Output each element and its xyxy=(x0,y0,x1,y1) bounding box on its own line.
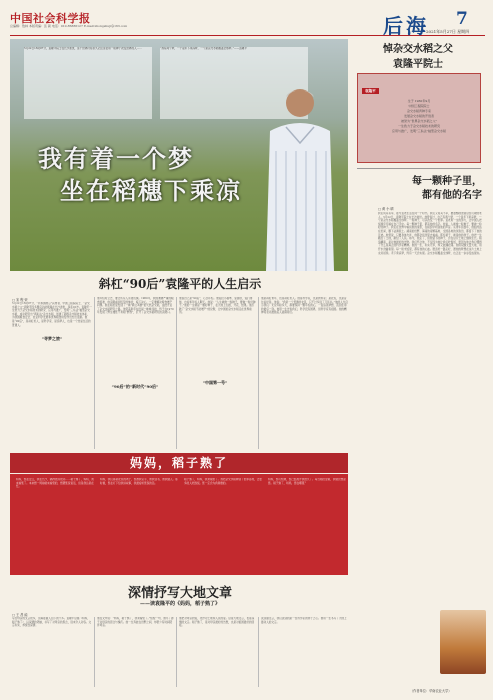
hero-caption-text-2: “我有两个梦，一个是禾下乘凉梦，一个是杂交水稻覆盖全球梦。”——袁隆平 xyxy=(160,47,308,119)
sidebar-story-title-line1: 每一颗种子里， xyxy=(412,176,482,187)
newspaper-name: 中国社会科学报 xyxy=(10,12,91,25)
page-number: 7 xyxy=(456,9,468,29)
profile-line: 被誉为“世界杂交水稻之父” xyxy=(400,119,438,123)
article-2-col-1: 写给母亲的文章很多，但真能催人泪下的不多。袁隆平这篇《妈妈，稻子熟了》，以深情的笔触，书写了对母亲的思念，读来令人动容。文章朴实，却饱含深情。 xyxy=(12,617,92,628)
sidebar-story-body: 我们何其有幸，能与袁老生活在同一个时代。我们又何其不幸，要遗憾地送别这位可敬的老人。5月22日，袁隆平院士在长沙逝世。他曾说过，自己有两个梦，一个是禾下乘凉梦，一个是杂交水稻覆盖全球梦。一粒种子，可以改变一个世界。袁老用一生的努力，让中国人把饭碗牢牢端在自己手中。每一颗种子里，都有他的名字。他说，人就像一粒种子，要做一粒好的种子。我们在田野中看到他的身影，在稻浪中听到他的声音。从青年到暮年，他始终站在田间，脚下沾满泥土。湖南的田野、海南的南繁基地、全国各地的试验田，都留下了他的足迹。他曾说，只要身体允许，他都会到田里去看看。那些稻子，就是他的孩子。他把一生献给了土地，献给了人民。如今，他走了，但他留下的种子，会在这片土地上继续生长。稻浪翻滚，是对他最好的告慰。我们怀念他，不仅因为他让我们吃饱饭，更因为他让我们懂得了什么是真正的科学家精神。他的一生，朴实无华，却又波澜壮阔。他用双脚丈量大地，用汗水浇灌希望。每一粒米饭里，都有他的心血。愿袁老一路走好，愿他的梦想在这片土地上永远延续。禾下乘凉梦，终有一天会实现。杂交水稻覆盖全球梦，也正在一步步变成现实。 xyxy=(378,212,482,255)
sidebar-story-title xyxy=(372,175,482,203)
article-2-red-panel xyxy=(10,474,348,575)
sidebar-story-author: □ 黄 小 晴 xyxy=(378,207,394,211)
article-1-col-4: 他是斜杠青年，也是斜杠老人。他是科学家，也是教育家；是农民，也是音乐爱好者。他说：“我是一个普通的农民，只不过多读了几年书。”他的人生启示我们：无论年龄多大，都要保持一颗年轻的心，一直追逐梦想，直到生命的最后一刻。他用一生告诉我们，科学没有国界，但科学家有祖国。他的精神将永远激励后人砥砺前行。 xyxy=(258,297,348,449)
hero-headline-line2: 坐在稻穗下乘凉 xyxy=(60,176,242,205)
article-1-subhead-3: “中国第一号” xyxy=(202,380,228,385)
profile-line: 生于 1930年9月 xyxy=(407,99,431,103)
wheat-illustration xyxy=(440,610,486,674)
profile-box xyxy=(357,73,481,163)
sidebar-title xyxy=(353,40,483,70)
article-2-subtitle: ——读袁隆平的《妈妈，稻子熟了》 xyxy=(139,601,220,607)
article-2-banner: 妈妈，稻子熟了 xyxy=(10,453,348,473)
article-2-col-3: 他把对母亲的爱，化作对土地和人民的爱。这是大地文章，也是深情的文章。稻子熟了，是对母亲最好的告慰，也是对祖国最好的回报。 xyxy=(176,617,256,687)
footer-note: （作者单位：华南农业大学） xyxy=(410,689,452,693)
article-2-author: □ 王 昌 能 xyxy=(12,613,28,617)
red-panel-col: 妈妈，我们都是农民的孩子，您教我认字，教我读书，教我做人。那时候，您在灯下给我讲故事，我最爱听您说的话。 xyxy=(100,478,178,485)
profile-label: 袁隆平 xyxy=(362,88,379,94)
hero-photo xyxy=(10,39,348,271)
article-1-subhead-1: “寻梦之旅” xyxy=(41,336,63,341)
issue-date: 2021年5月27日 星期四 xyxy=(426,29,470,34)
profile-line: 一生致力于杂交水稻技术的研究 xyxy=(397,124,440,128)
profile-line: 杂交水稻育种专家 xyxy=(406,109,431,113)
profile-line: 发展杂交水稻的开创者 xyxy=(403,114,434,118)
red-panel-col: 稻子熟了，妈妈，我来看您了。我把杂交水稻种到了世界各地，让更多的人吃饱饭。您一定会为我骄傲的。 xyxy=(184,478,262,485)
article-2-title: 深情抒写大地文章 xyxy=(127,586,232,601)
article-2-col-2: 他在文中说：“妈妈，稻子熟了，我来看您了。”短短一句，道尽了游子对母亲的思念与愧疚。他一生奔波在田野之间，却很少有时间陪伴母亲。 xyxy=(94,617,174,687)
profile-line: 中国工程院院士 xyxy=(408,104,430,108)
editor-info: 总编辑：敖林 本版责编：张 颖 电话：010-85886127 E-mail:zhongshuji@163.com xyxy=(10,24,128,28)
article-1-author: □ 宋 程 荣 xyxy=(12,298,28,302)
article-1-title: 斜杠“90后”袁隆平的人生启示 xyxy=(98,277,262,291)
sidebar-story-title-line2: 都有他的名字 xyxy=(422,190,482,201)
article-1-col-1: 5月22日13时07分，“共和国勋章”获得者、中国工程院院士、“杂交水稻之父”袁隆平因多器官功能衰竭在长沙逝世，享年91岁。袁隆平一生致力于杂交水稻技术的研究、应用与推广，发明“三系法”籼型杂交水稻，成功研究出“两系法”杂交水稻，创建了超级杂交稻技术体系，为我国粮食安全、农业科学发展和世界粮食供给作出杰出贡献。他是“90后”，是斜杠老人，是科学家、是追梦人，也是一个热爱生活的普通人。 xyxy=(12,302,92,327)
red-panel-col: 妈妈，您在安江，我在长沙，隔得很远很远……稻子熟了，妈妈，我来看您了。本来想一周前就来看您的，想跟您说说话，但是我总是在忙。 xyxy=(16,478,94,489)
hero-caption-text: 5月22日13时07分，袁隆平院士在长沙逝世，这个世界仍将永久记住这位用一粒种子改变世界的人…… xyxy=(24,47,152,119)
sidebar-title-line1: 悼杂交水稻之父 xyxy=(383,44,453,55)
hero-headline-line1: 我有着一个梦 xyxy=(38,144,194,173)
article-1-col-3: 他说自己是“90后”，心态年轻。他爱拉小提琴，爱游泳，爱打排球，也爱和年轻人聊天。他说：“人生就像一粒种子，要做一粒好种子。”他的一生就是一颗好种子，在大地上扎根，开花，结果。他打破了“杂交水稻不能增产”的论断，让中国的杂交水稻走在世界前列。 xyxy=(176,297,256,449)
divider xyxy=(357,168,481,169)
profile-line: 应用与推广，发明“三系法”籼型杂交水稻 xyxy=(391,129,447,133)
article-1-col-2: 他年轻时立志，要让所有人远离饥饿。1960年，我国遭遇严重的粮食困难，他亲眼看到饥荒的惨状，暗下决心，一定要解决粮食增产问题。他在稻田里发现了一株“鹤立鸡群”的天然杂交稻，由此开启了杂交水稻研究之路。他带着助手在田间一株株寻找，终于在1970年发现了野生雄性不育稻“野败”，打开了杂交水稻研究的突破口。 xyxy=(94,297,174,449)
section-name: 后海 xyxy=(383,14,429,38)
red-panel-col: 妈妈，您可知道，您已经离开我很久了。每当稻田金黄，我就会想起您。稻子熟了，妈妈，您在哪里？ xyxy=(268,478,346,485)
article-1-subhead-2: “90后”的“新时代“90后” xyxy=(111,384,159,389)
page-header xyxy=(10,8,485,36)
sidebar-title-line2: 袁隆平院士 xyxy=(393,59,443,70)
person-figure xyxy=(246,81,336,271)
article-2-col-4: 读这篇文章，我们读到的是一位科学家的赤子之心。他用一生书写了大地上最动人的文章。 xyxy=(258,617,348,687)
